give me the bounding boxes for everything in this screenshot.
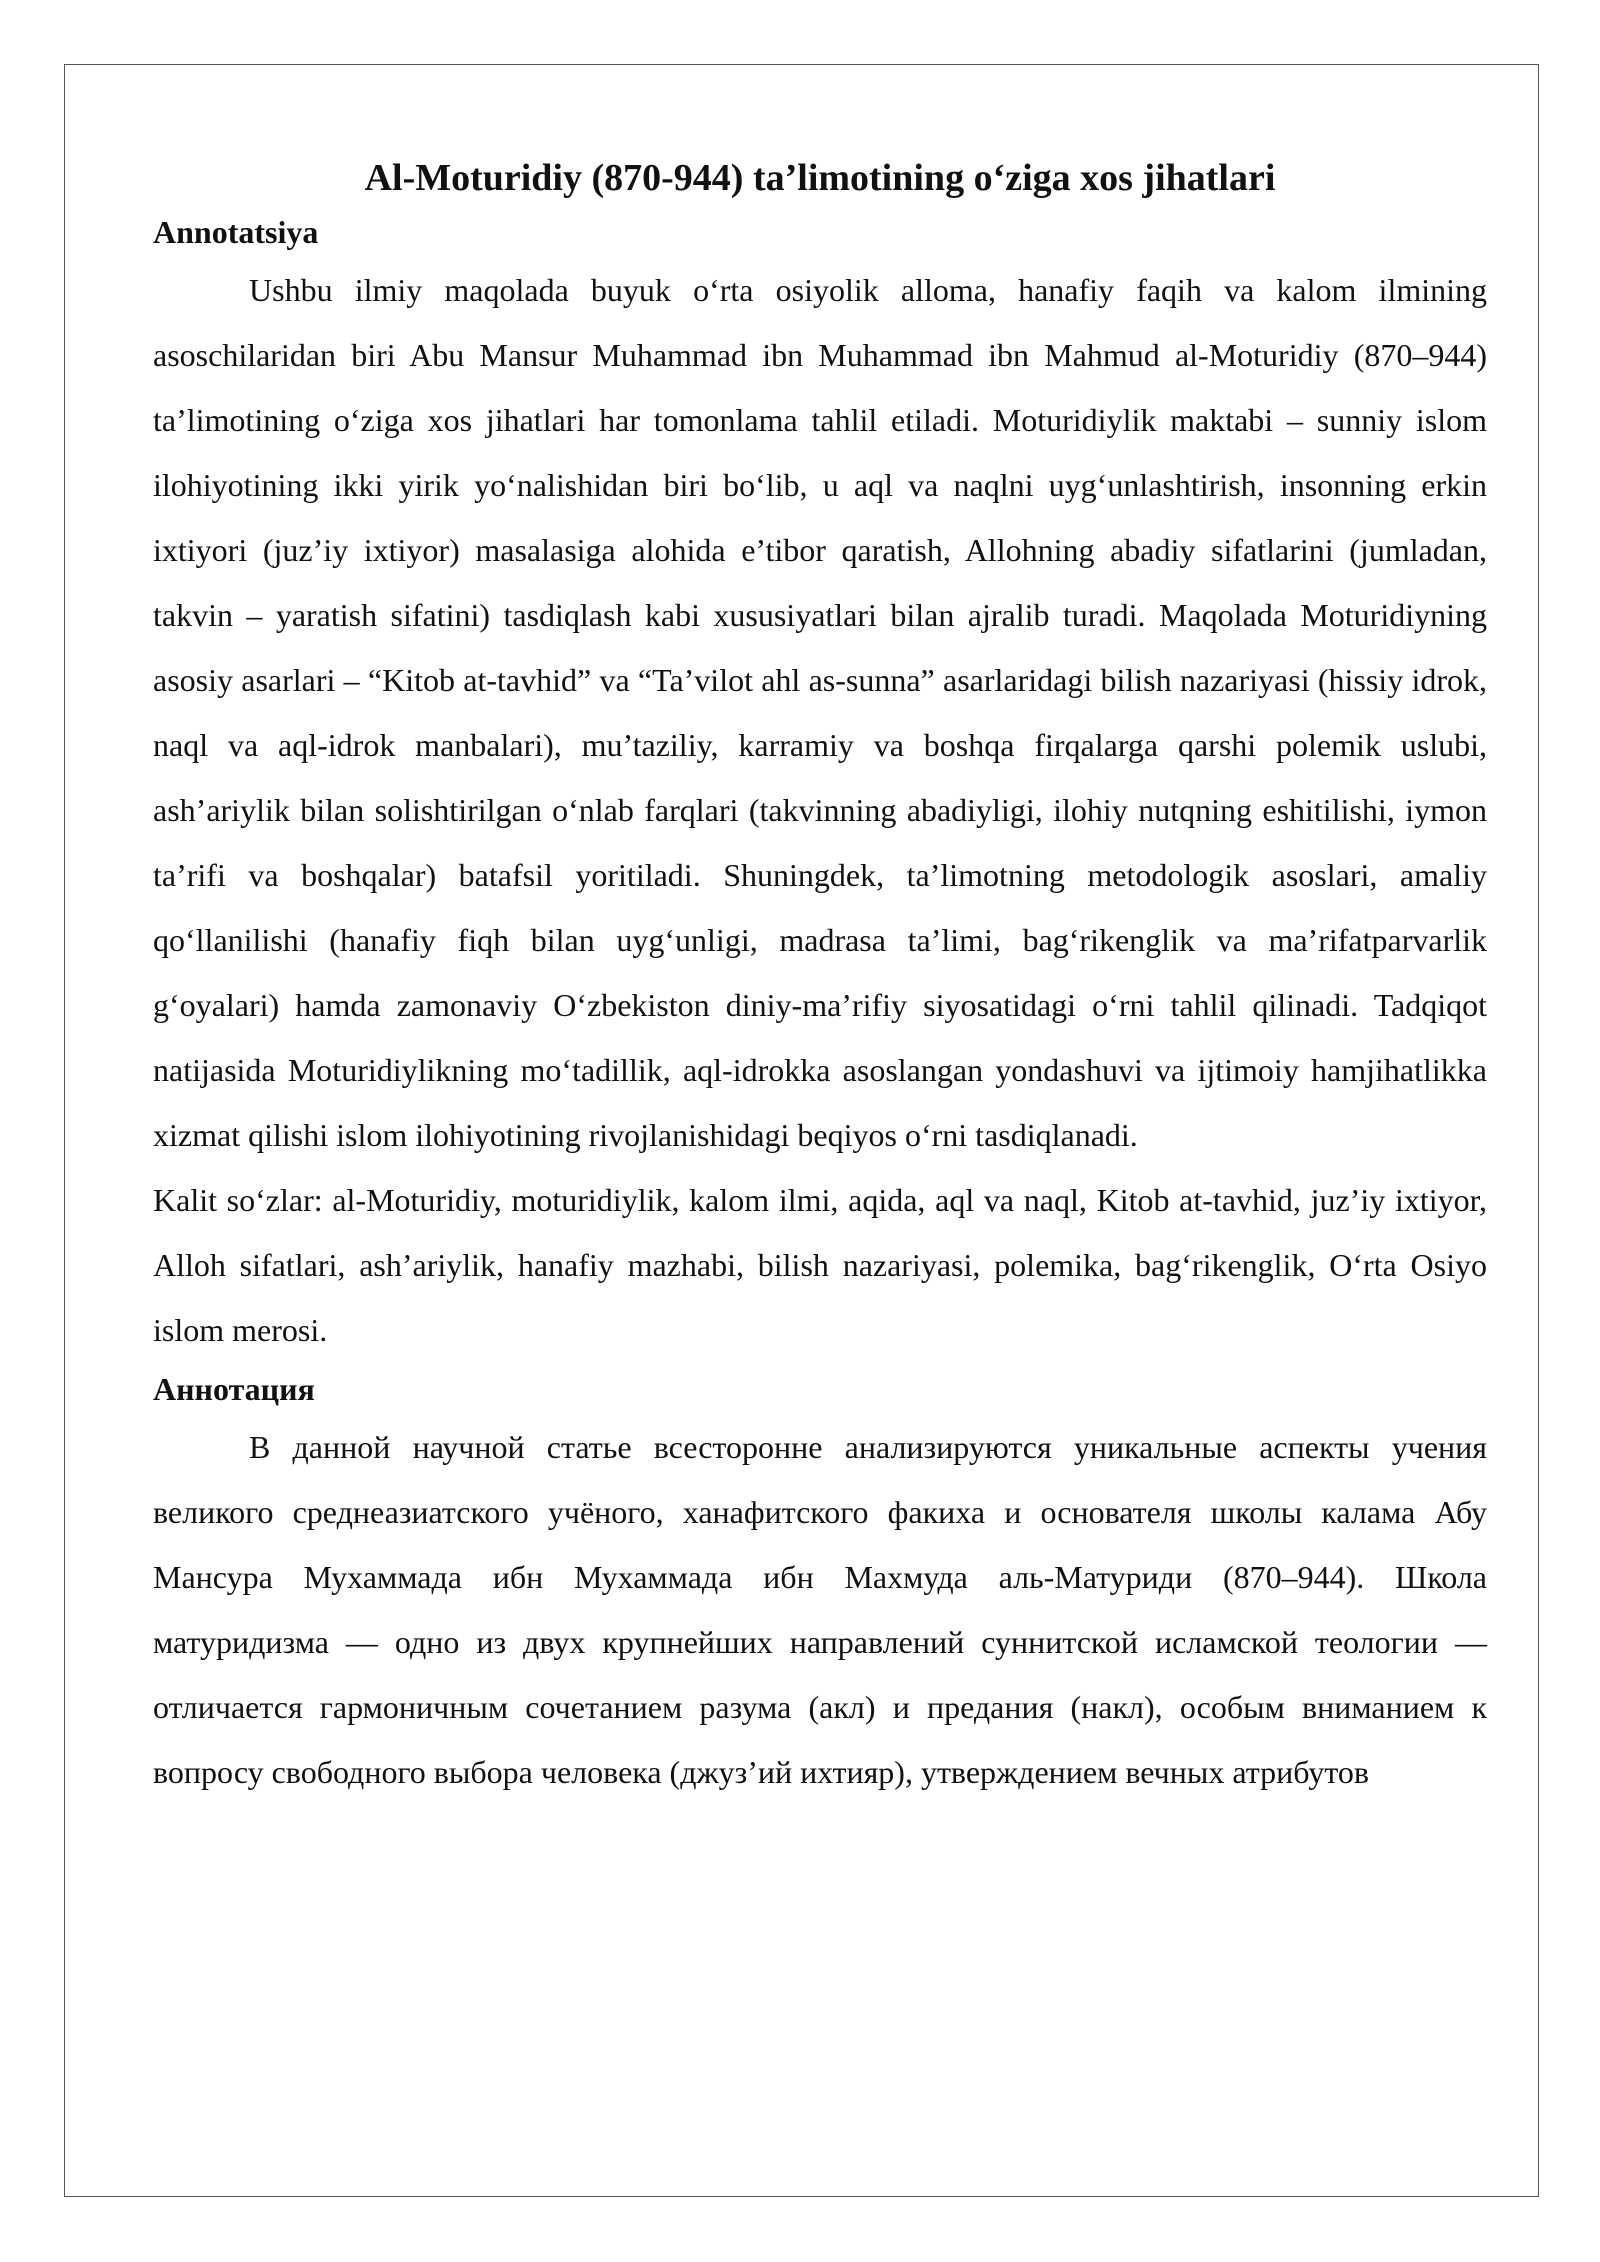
annotation-heading-ru: Аннотация — [153, 1371, 315, 1407]
article-title: Al-Moturidiy (870-944) ta’limotining o‘ziga xos jihatlari — [364, 157, 1276, 199]
abstract-paragraph-ru: В данной научной статье всесторонне анализируются уникальные аспекты учения великого среднеазиатского учёного, ханафитского факиха и основателя школы калама Абу Мансура Мухаммада ибн Мухаммада ибн Махмуда аль-Матуриди (870–944). Школа матуридизма — одно из двух крупнейших направлений суннитской исламской теологии — отличается гармоничным сочетанием разума (акл) и предания (накл), особым вниманием к вопросу свободного выбора человека (джуз’ий ихтияр), утверждением вечных атрибутов — [153, 1429, 1487, 1790]
keywords-paragraph-uz: Kalit so‘zlar: al-Moturidiy, moturidiylik, kalom ilmi, aqida, aql va naql, Kitob at-tavhid, juz’iy ixtiyor, Alloh sifatlari, ash’ariylik, hanafiy mazhabi, bilish nazariyasi, polemika, bag‘rikenglik, O‘rta Osiyo islom merosi. — [153, 1182, 1487, 1348]
abstract-paragraph-uz: Ushbu ilmiy maqolada buyuk o‘rta osiyolik alloma, hanafiy faqih va kalom ilmining asoschilaridan biri Abu Mansur Muhammad ibn Muhammad ibn Mahmud al-Moturidiy (870–944) ta’limotining o‘ziga xos jihatlari har tomonlama tahlil etiladi. Moturidiylik maktabi – sunniy islom ilohiyotining ikki yirik yo‘nalishidan biri bo‘lib, u aql va naqlni uyg‘unlashtirish, insonning erkin ixtiyori (juz’iy ixtiyor) masalasiga alohida e’tibor qaratish, Allohning abadiy sifatlarini (jumladan, takvin – yaratish sifatini) tasdiqlash kabi xususiyatlari bilan ajralib turadi. Maqolada Moturidiyning asosiy asarlari – “Kitob at-tavhid” va “Ta’vilot ahl as-sunna” asarlaridagi bilish nazariyasi (hissiy idrok, naql va aql-idrok manbalari), mu’taziliy, karramiy va boshqa firqalarga qarshi polemik uslubi, ash’ariylik bilan solishtirilgan o‘nlab farqlari (takvinning abadiyligi, ilohiy nutqning eshitilishi, iymon ta’rifi va boshqalar) batafsil yoritiladi. Shuningdek, ta’limotning metodologik asoslari, amaliy qo‘llanilishi (hanafiy fiqh bilan uyg‘unligi, madrasa ta’limi, bag‘rikenglik va ma’rifatparvarlik g‘oyalari) hamda zamonaviy O‘zbekiston diniy-ma’rifiy siyosatidagi o‘rni tahlil qilinadi. Tadqiqot natijasida Moturidiylikning mo‘tadillik, aql-idrokka asoslangan yondashuvi va ijtimoiy hamjihatlikka xizmat qilishi islom ilohiyotining rivojlanishidagi beqiyos o‘rni tasdiqlanadi. — [153, 272, 1487, 1153]
document-body — [153, 150, 1487, 1805]
annotation-heading-uz: Annotatsiya — [153, 214, 319, 250]
